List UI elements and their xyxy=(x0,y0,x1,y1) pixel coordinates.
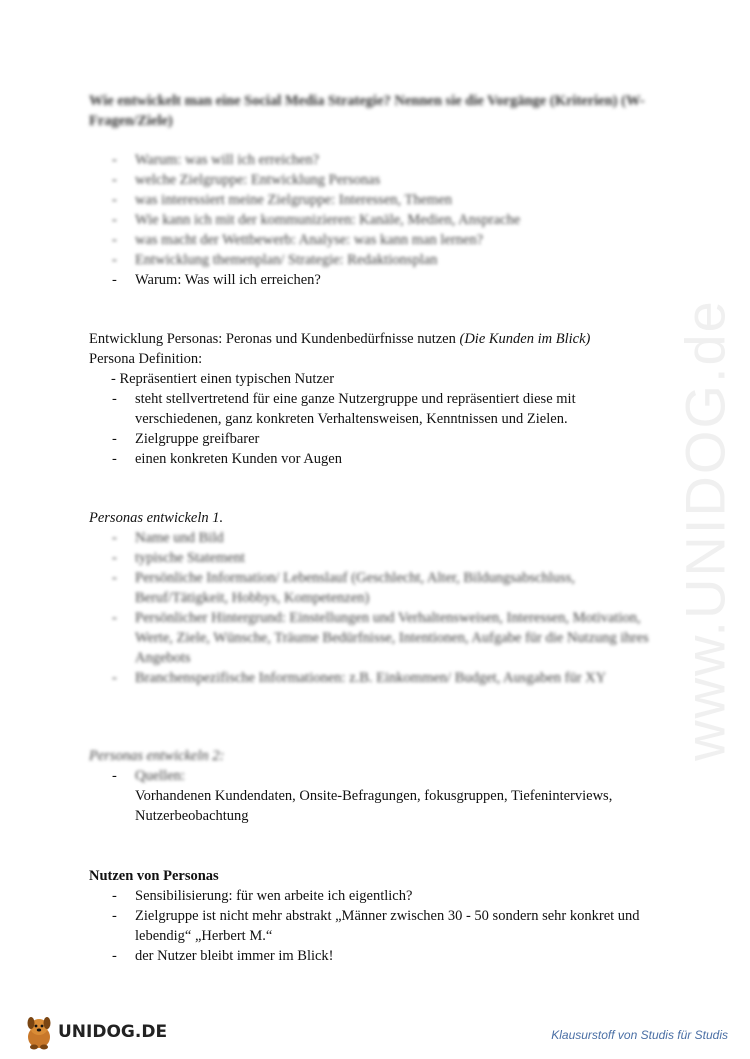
list-item: - Wie kann ich mit der kommunizieren: Kanäle, Medien, Ansprache xyxy=(89,210,649,230)
personas-intro-italic: (Die Kunden im Blick) xyxy=(459,331,591,347)
list-item: - typische Statement xyxy=(89,548,649,568)
list-item: - Branchenspezifische Informationen: z.B. Einkommen/ Budget, Ausgaben für XY xyxy=(89,668,649,688)
sources-label: - Quellen: xyxy=(135,768,185,784)
entwickeln2-list xyxy=(89,766,664,826)
list-item: - Zielgruppe ist nicht mehr abstrakt „Männer zwischen 30 - 50 sondern sehr konkret und lebendig“ „Herbert M.“ xyxy=(89,906,669,946)
list-item: - was interessiert meine Zielgruppe: Interessen, Themen xyxy=(89,190,649,210)
list-item: - der Nutzer bleibt immer im Blick! xyxy=(89,946,669,966)
sources-text: Vorhandenen Kundendaten, Onsite-Befragungen, fokusgruppen, Tiefeninterviews, Nutzerbeobachtung xyxy=(135,788,613,824)
list-item: - Entwicklung themenplan/ Strategie: Redaktionsplan xyxy=(89,250,649,270)
list-item: - Name und Bild xyxy=(89,528,649,548)
logo-text: UNIDOG.DE xyxy=(58,1022,168,1042)
dog-mascot-icon xyxy=(22,1013,56,1051)
list-item: - Warum: Was will ich erreichen? xyxy=(89,270,649,290)
persona-definition-label: Persona Definition: xyxy=(89,351,203,367)
list-item: - Zielgruppe greifbarer xyxy=(89,429,649,449)
entwickeln1-title: Personas entwickeln 1. xyxy=(89,510,224,526)
persona-definition-first: - Repräsentiert einen typischen Nutzer xyxy=(111,371,335,387)
nutzen-title: Nutzen von Personas xyxy=(89,868,219,884)
list-item: - welche Zielgruppe: Entwicklung Personas xyxy=(89,170,649,190)
entwickeln2-title: Personas entwickeln 2: xyxy=(89,748,225,764)
list-item: - Persönlicher Hintergrund: Einstellungen und Verhaltensweisen, Interessen, Motivation, Werte, Ziele, Wünsche, Träume Bedürfnisse, Intentionen, Aufgabe für die Nutzung ihres Angebots xyxy=(89,608,649,668)
question-heading: Wie entwickelt man eine Social Media Strategie? Nennen sie die Vorgänge (Kriterien) (W-Fragen/Ziele) xyxy=(89,93,645,129)
list-item: - steht stellvertretend für eine ganze Nutzergruppe und repräsentiert diese mit verschiedenen, ganz konkreten Verhaltensweisen, Kenntnissen und Zielen. xyxy=(89,389,649,429)
entwickeln1-list xyxy=(89,528,649,688)
list-item: - einen konkreten Kunden vor Augen xyxy=(89,449,649,469)
watermark: www.UNIDOG.de xyxy=(673,299,737,761)
list-item: - Persönliche Information/ Lebenslauf (Geschlecht, Alter, Bildungsabschluss, Beruf/Tätigkeit, Hobbys, Kompetenzen) xyxy=(89,568,649,608)
unidog-logo xyxy=(22,1013,167,1051)
personas-intro-text: Entwicklung Personas: Peronas und Kundenbedürfnisse nutzen xyxy=(89,331,456,347)
footer-tagline: Klausurstoff von Studis für Studis xyxy=(551,1028,728,1042)
strategy-list xyxy=(89,150,649,290)
personas-intro-line xyxy=(89,329,590,349)
nutzen-list xyxy=(89,886,669,966)
list-item xyxy=(89,766,664,826)
list-item: - Sensibilisierung: für wen arbeite ich eigentlich? xyxy=(89,886,669,906)
list-item: - Warum: was will ich erreichen? xyxy=(89,150,649,170)
list-item: - was macht der Wettbewerb: Analyse: was kann man lernen? xyxy=(89,230,649,250)
persona-definition-list xyxy=(89,389,649,469)
